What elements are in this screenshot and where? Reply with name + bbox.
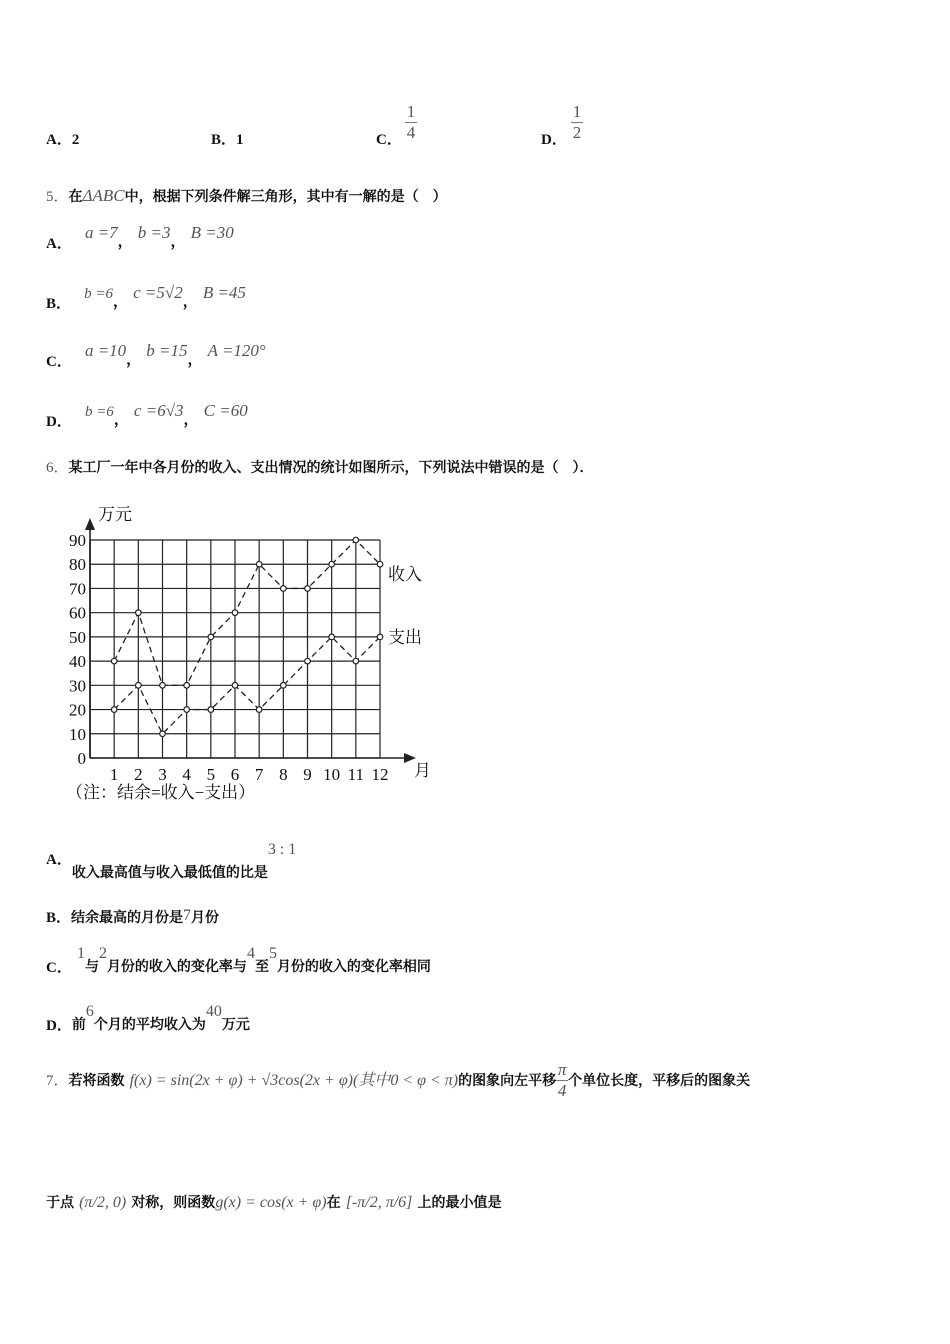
- option-label: D．: [46, 1018, 72, 1034]
- separator: ，: [182, 294, 198, 310]
- separator: ，: [170, 234, 186, 250]
- data-point: [305, 586, 311, 592]
- data-point: [353, 658, 359, 664]
- q6-option-b: [46, 906, 219, 927]
- x-tick-label: 3: [158, 765, 167, 784]
- condition-2: b =3: [137, 223, 171, 242]
- condition-1: b =6: [84, 286, 113, 302]
- stem-text: 的图象向左平移: [458, 1073, 557, 1089]
- y-tick-label: 0: [77, 749, 86, 768]
- condition-1: b =6: [84, 404, 114, 420]
- y-tick-label: 50: [69, 627, 86, 647]
- condition-1: a =7: [84, 223, 118, 242]
- stem-text: 若将函数: [68, 1073, 125, 1089]
- separator: ，: [183, 412, 199, 428]
- condition-3: B =45: [202, 283, 246, 302]
- option-text: 月份: [191, 910, 220, 926]
- option-text: 月份的收入的变化率与: [106, 959, 247, 975]
- condition-3: C =60: [203, 401, 248, 420]
- condition-3: B =30: [190, 223, 234, 242]
- data-point: [160, 731, 166, 737]
- data-point: [160, 683, 166, 689]
- data-point: [232, 610, 238, 616]
- data-point: [232, 683, 238, 689]
- option-label: C．: [46, 354, 72, 370]
- data-point: [305, 658, 311, 664]
- x-tick-label: 11: [347, 765, 365, 784]
- condition-3: A =120°: [207, 341, 266, 360]
- data-point: [256, 707, 262, 713]
- q6-option-c: [46, 942, 431, 976]
- option-value: 6: [85, 1003, 94, 1020]
- q7-line-2: [46, 1192, 502, 1212]
- function-expression: g(x) = cos(x + φ): [215, 1194, 327, 1211]
- option-label: A．: [46, 852, 72, 868]
- stem-text: 上的最小值是: [417, 1195, 502, 1211]
- interval: [-π/2, π/6]: [345, 1194, 413, 1211]
- data-point: [136, 610, 142, 616]
- x-tick-label: 7: [254, 765, 264, 784]
- question-number: 5．: [46, 189, 69, 205]
- y-axis-label: 万元: [98, 505, 132, 524]
- denominator: 2: [572, 123, 582, 142]
- x-tick-label: 10: [323, 765, 341, 784]
- condition-2: c =5√2: [133, 283, 183, 302]
- x-axis-label: 月: [414, 761, 431, 780]
- y-tick-label: 40: [69, 652, 86, 672]
- stem-text: 于点: [46, 1195, 74, 1211]
- data-point: [256, 561, 262, 567]
- numerator: 1: [572, 102, 582, 121]
- symmetry-point: (π/2, 0): [79, 1194, 127, 1211]
- condition-2: b =15: [146, 341, 188, 360]
- option-value: 5: [268, 945, 277, 962]
- numerator: 1: [406, 102, 416, 121]
- data-point: [329, 634, 335, 640]
- function-expression: f(x) = sin(2x + φ) + √3cos(2x + φ)(其中0 < φ < π): [129, 1072, 459, 1089]
- option-value: 1: [76, 945, 85, 962]
- numerator: π: [557, 1060, 567, 1079]
- option-value: 2: [71, 132, 80, 148]
- stem-text: 个单位长度，平移后的图象关: [568, 1073, 751, 1089]
- data-point: [111, 707, 117, 713]
- x-tick-label: 9: [303, 765, 312, 784]
- y-tick-label: 20: [69, 700, 86, 720]
- option-label: D．: [46, 414, 72, 430]
- series-label: 收入: [388, 565, 422, 585]
- option-label: B．: [46, 296, 72, 312]
- option-text: 个月的平均收入为: [93, 1017, 206, 1033]
- data-point: [136, 683, 142, 689]
- y-tick-label: 70: [69, 579, 86, 599]
- option-label: B．: [46, 910, 72, 926]
- x-tick-label: 4: [182, 765, 191, 784]
- separator: ，: [126, 352, 142, 368]
- data-point: [208, 634, 214, 640]
- y-tick-label: 80: [69, 555, 86, 575]
- y-axis-arrow: [85, 518, 95, 530]
- x-tick-label: 8: [279, 765, 288, 784]
- data-point: [329, 561, 335, 567]
- option-label: B．: [211, 132, 237, 148]
- option-text: 前: [71, 1017, 86, 1033]
- option-label: A．: [46, 132, 72, 148]
- x-tick-label: 12: [371, 765, 389, 784]
- denominator: 4: [557, 1081, 567, 1100]
- option-text: 至: [254, 959, 269, 975]
- separator: ，: [187, 352, 203, 368]
- q6-option-a: [46, 841, 297, 881]
- option-text: 收入最高值与收入最低值的比是: [71, 865, 268, 881]
- option-value: 4: [246, 945, 255, 962]
- stem-text: 对称，则函数: [131, 1195, 216, 1211]
- data-point: [281, 586, 287, 592]
- data-point: [281, 683, 287, 689]
- denominator: 4: [406, 123, 416, 142]
- stem-text: 在: [68, 189, 83, 205]
- x-tick-label: 5: [206, 765, 216, 784]
- stem-text: 在: [326, 1195, 341, 1211]
- triangle-symbol: ΔABC: [82, 186, 125, 205]
- q7-line-1: [46, 1060, 750, 1101]
- y-tick-label: 30: [69, 676, 86, 696]
- data-point: [208, 707, 214, 713]
- option-value: 1: [236, 132, 244, 148]
- option-label: A．: [46, 236, 72, 252]
- option-value: 40: [205, 1003, 222, 1020]
- option-label: D．: [541, 132, 567, 148]
- stem-text: 某工厂一年中各月份的收入、支出情况的统计如图所示，下列说法中错误的是（ ）．: [68, 460, 594, 476]
- y-tick-label: 10: [69, 724, 86, 744]
- option-text: 与: [84, 959, 99, 975]
- y-tick-label: 60: [69, 603, 86, 623]
- x-tick-label: 2: [134, 765, 143, 784]
- option-value: 7: [183, 907, 192, 924]
- option-value: 3 : 1: [267, 841, 297, 858]
- data-point: [377, 634, 383, 640]
- separator: ，: [112, 294, 128, 310]
- chart-note: （注：结余=收入−支出）: [66, 783, 256, 802]
- series-label: 支出: [388, 627, 422, 647]
- separator: ，: [117, 234, 133, 250]
- data-point: [353, 537, 359, 543]
- stem-text: 中，根据下列条件解三角形，其中有一解的是（ ）: [124, 189, 447, 205]
- x-tick-label: 1: [109, 765, 119, 784]
- condition-1: a =10: [84, 341, 127, 360]
- data-point: [377, 561, 383, 567]
- y-tick-label: 90: [69, 531, 86, 550]
- condition-2: c =6√3: [133, 401, 184, 420]
- data-point: [111, 658, 117, 664]
- option-text: 万元: [221, 1017, 250, 1033]
- option-label: C．: [46, 960, 72, 976]
- x-tick-label: 6: [230, 765, 240, 784]
- separator: ，: [113, 412, 129, 428]
- question-number: 7．: [46, 1073, 69, 1089]
- option-value: 2: [98, 945, 107, 962]
- option-text: 月份的收入的变化率相同: [276, 959, 431, 975]
- data-point: [184, 707, 190, 713]
- option-text: 结余最高的月份是: [71, 910, 184, 926]
- option-label: C．: [376, 132, 402, 148]
- q6-option-d: [46, 1000, 250, 1034]
- data-point: [184, 683, 190, 689]
- question-number: 6．: [46, 460, 69, 476]
